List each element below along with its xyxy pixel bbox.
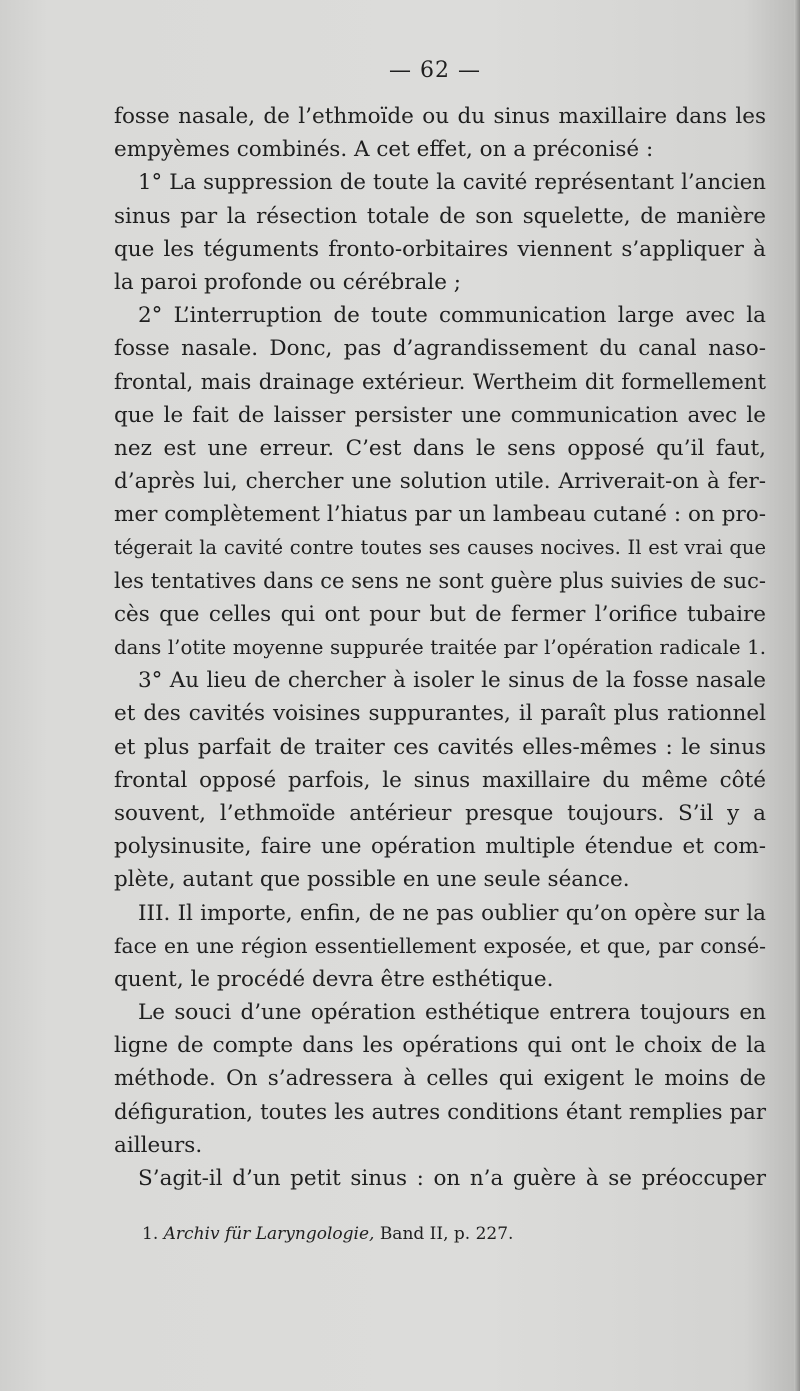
- text-line: frontal, mais drainage extérieur. Wertheim dit formellement: [114, 369, 766, 395]
- text-line: face en une région essentiellement exposée, et que, par consé-: [114, 933, 766, 958]
- text-line: nez est une erreur. C’est dans le sens opposé qu’il faut,: [114, 435, 766, 461]
- footnote: [142, 1224, 513, 1244]
- text-line: méthode. On s’adressera à celles qui exigent le moins de: [114, 1066, 766, 1092]
- footnote-reference: Band II, p. 227.: [379, 1224, 514, 1244]
- text-line: que le fait de laisser persister une communication avec le: [114, 402, 766, 428]
- text-line: dans l’otite moyenne suppurée traitée par l’opération radicale 1.: [114, 636, 766, 659]
- text-line: ailleurs.: [114, 1132, 203, 1158]
- text-line: défiguration, toutes les autres conditions étant remplies par: [114, 1099, 766, 1125]
- text-line: que les téguments fronto-orbitaires viennent s’appliquer à: [114, 236, 766, 262]
- page-edge-shadow: [794, 0, 800, 1391]
- text-line: quent, le procédé devra être esthétique.: [114, 966, 554, 992]
- page-number: — 62 —: [389, 58, 481, 83]
- text-line: la paroi profonde ou cérébrale ;: [114, 269, 462, 295]
- footnote-number: 1.: [142, 1224, 159, 1244]
- text-line: polysinusite, faire une opération multiple étendue et com-: [114, 834, 766, 860]
- text-line: les tentatives dans ce sens ne sont guère plus suivies de suc-: [114, 568, 766, 593]
- text-line: 2° L’interruption de toute communication large avec la: [138, 303, 766, 329]
- text-line: fosse nasale, de l’ethmoïde ou du sinus maxillaire dans les: [114, 104, 766, 129]
- text-line: III. Il importe, enfin, de ne pas oublier qu’on opère sur la: [138, 900, 766, 926]
- text-line: d’après lui, chercher une solution utile. Arriverait-on à fer-: [114, 469, 766, 495]
- body-text: [114, 100, 766, 1195]
- text-line: tégerait la cavité contre toutes ses causes nocives. Il est vrai que: [114, 536, 766, 560]
- text-line: 1° La suppression de toute la cavité représentant l’ancien: [138, 170, 766, 196]
- text-line: fosse nasale. Donc, pas d’agrandissement du canal naso-: [114, 336, 766, 362]
- footnote-title: Archiv für Laryngologie,: [163, 1224, 375, 1244]
- text-line: et des cavités voisines suppurantes, il paraît plus rationnel: [114, 701, 766, 727]
- text-line: et plus parfait de traiter ces cavités elles-mêmes : le sinus: [114, 734, 766, 760]
- text-line: Le souci d’une opération esthétique entrera toujours en: [138, 1000, 766, 1026]
- text-line: S’agit-il d’un petit sinus : on n’a guère à se préoccuper: [138, 1166, 766, 1191]
- text-line: empyèmes combinés. A cet effet, on a préconisé :: [114, 137, 654, 163]
- text-line: sinus par la résection totale de son squelette, de manière: [114, 203, 766, 229]
- text-line: plète, autant que possible en une seule séance.: [114, 867, 630, 893]
- text-line: frontal opposé parfois, le sinus maxillaire du même côté: [114, 767, 766, 793]
- text-line: cès que celles qui ont pour but de fermer l’orifice tubaire: [114, 601, 766, 627]
- text-line: mer complètement l’hiatus par un lambeau cutané : on pro-: [114, 502, 766, 528]
- text-line: souvent, l’ethmoïde antérieur presque toujours. S’il y a: [114, 800, 766, 826]
- text-line: 3° Au lieu de chercher à isoler le sinus de la fosse nasale: [138, 668, 766, 694]
- text-line: ligne de compte dans les opérations qui ont le choix de la: [114, 1033, 766, 1059]
